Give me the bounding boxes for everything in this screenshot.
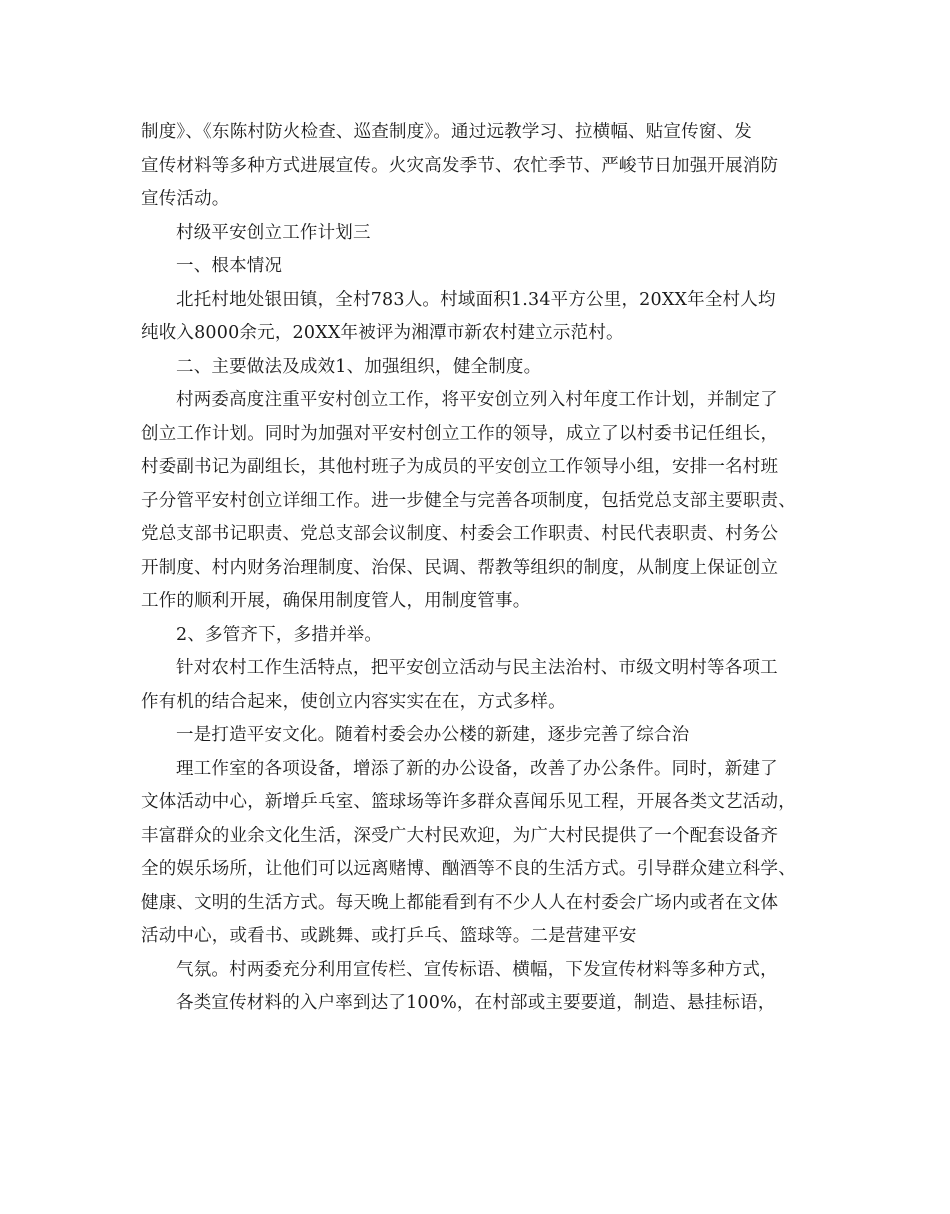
text-line: 针对农村工作生活特点，把平安创立活动与民主法治村、市级文明村等各项工 [176,658,778,678]
text-line: 文体活动中心，新增乒乓室、篮球场等许多群众喜闻乐见工程，开展各类文艺活动， [141,792,796,812]
text-line: 气氛。村两委充分利用宣传栏、宣传标语、横幅，下发宣传材料等多种方式， [176,959,778,980]
text-line: 村两委高度注重平安村创立工作，将平安创立列入村年度工作计划，并制定了 [176,390,778,410]
text-line: 二、主要做法及成效1、加强组织，健全制度。 [176,356,542,377]
text-line: 制度》、《东陈村防火检查、巡查制度》。通过远教学习、拉横幅、贴宣传窗、发 [141,122,752,142]
text-line: 丰富群众的业余文化生活，深受广大村民欢迎，为广大村民提供了一个配套设备齐 [141,825,779,846]
text-line: 工作的顺利开展，确保用制度管人，用制度管事。 [141,591,531,611]
text-line: 党总支部书记职责、党总支部会议制度、村委会工作职责、村民代表职责、村务公 [141,524,779,544]
text-line: 2、多管齐下，多措并举。 [176,624,383,645]
text-line: 各类宣传材料的入户率到达了100%，在村部或主要要道，制造、悬挂标语， [176,993,776,1013]
text-line: 子分管平安村创立详细工作。进一步健全与完善各项制度，包括党总支部主要职责、 [141,490,796,511]
text-line: 创立工作计划。同时为加强对平安村创立工作的领导，成立了以村委书记任组长， [141,423,779,444]
text-line: 纯收入8000余元，20XX年被评为湘潭市新农村建立示范村。 [141,323,624,343]
text-line: 活动中心，或看书、或跳舞、或打乒乓、篮球等。二是营建平安 [141,926,637,946]
text-line: 一是打造平安文化。随着村委会办公楼的新建，逐步完善了综合治 [176,725,690,745]
text-line: 宣传材料等多种方式进展宣传。火灾高发季节、农忙季节、严峻节日加强开展消防 [141,155,779,176]
text-line: 北托村地处银田镇，全村783人。村域面积1.34平方公里，20XX年全村人均 [176,289,776,310]
text-line: 理工作室的各项设备，增添了新的办公设备，改善了办公条件。同时，新建了 [176,758,778,779]
text-line: 健康、文明的生活方式。每天晚上都能看到有不少人人在村委会广场内或者在文体 [141,892,779,913]
text-line: 全的娱乐场所，让他们可以远离赌博、酗酒等不良的生活方式。引导群众建立科学、 [141,859,796,879]
text-line: 宣传活动。 [141,189,230,209]
text-line: 开制度、村内财务治理制度、治保、民调、帮教等组织的制度，从制度上保证创立 [141,557,779,578]
text-line: 作有机的结合起来，使创立内容实实在在，方式多样。 [141,691,566,712]
text-line: 村委副书记为副组长，其他村班子为成员的平安创立工作领导小组，安排一名村班 [141,457,779,477]
document-body [141,116,821,1021]
text-line: 村级平安创立工作计划三 [176,222,371,243]
text-line: 一、根本情况 [176,256,283,276]
